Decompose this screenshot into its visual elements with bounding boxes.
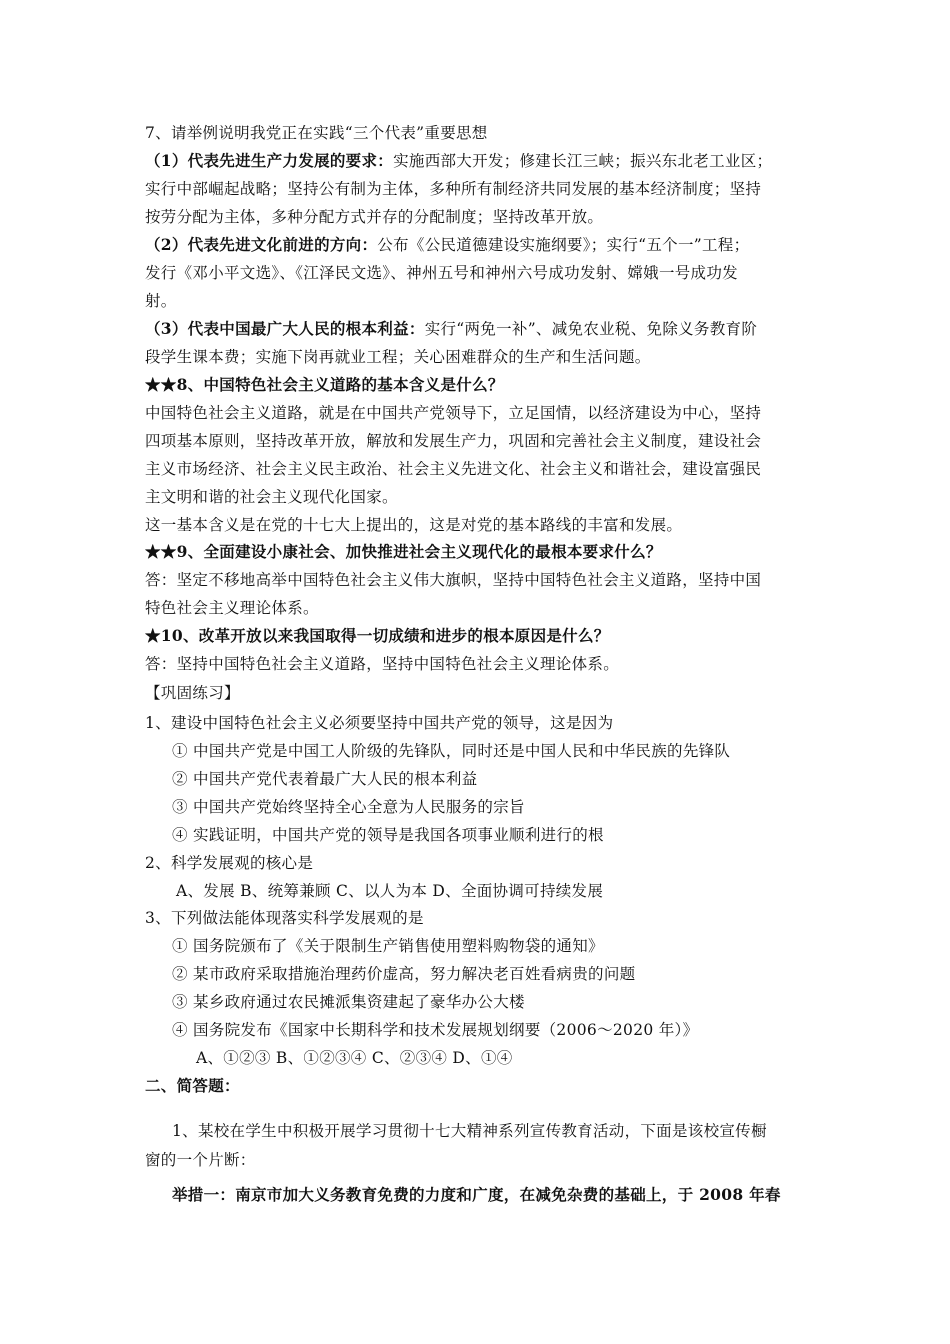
exercise-1-stem: 1、建设中国特色社会主义必须要坚持中国共产党的领导，这是因为 [145, 714, 614, 732]
q7-point-2-line-3: 射。 [145, 292, 177, 310]
short-answer-1-line-2: 窗的一个片断： [145, 1151, 256, 1169]
exercise-3-option-1: ① 国务院颁布了《关于限制生产销售使用塑料购物袋的通知》 [172, 937, 604, 955]
q7-point-1-label: （1）代表先进生产力发展的要求： [145, 151, 394, 170]
q8-line-5: 这一基本含义是在党的十七大上提出的，这是对党的基本路线的丰富和发展。 [145, 516, 683, 534]
q7-point-3-label: （3）代表中国最广大人民的根本利益： [145, 319, 425, 338]
exercise-1-option-3: ③ 中国共产党始终坚持全心全意为人民服务的宗旨 [172, 798, 525, 816]
q8-line-2: 四项基本原则，坚持改革开放，解放和发展生产力，巩固和完善社会主义制度，建设社会 [145, 432, 762, 450]
practice-heading: 【巩固练习】 [145, 684, 240, 702]
section-2-heading: 二、简答题： [145, 1076, 240, 1095]
q8-title: ★★8、中国特色社会主义道路的基本含义是什么？ [145, 375, 504, 394]
q7-point-3-text: 实行“两免一补”、减免农业税、免除义务教育阶 [424, 320, 758, 338]
measure-1-line: 举措一：南京市加大义务教育免费的力度和广度，在减免杂费的基础上，于 2008 年春 [172, 1185, 781, 1204]
q9-answer-line-1: 答：坚定不移地高举中国特色社会主义伟大旗帜，坚持中国特色社会主义道路，坚持中国 [145, 571, 762, 589]
q7-point-2-line-1 [145, 235, 749, 255]
q7-point-3-line-2: 段学生课本费；实施下岗再就业工程；关心困难群众的生产和生活问题。 [145, 348, 651, 366]
exercise-3-stem: 3、下列做法能体现落实科学发展观的是 [145, 909, 424, 927]
q7-point-3-line-1 [145, 319, 757, 339]
q7-point-1-line-2: 实行中部崛起战略；坚持公有制为主体，多种所有制经济共同发展的基本经济制度；坚持 [145, 180, 762, 198]
exercise-3-option-4: ④ 国务院发布《国家中长期科学和技术发展规划纲要（2006～2020 年）》 [172, 1021, 699, 1039]
q7-point-1-text: 实施西部大开发；修建长江三峡；振兴东北老工业区； [393, 152, 773, 170]
exercise-1-option-1: ① 中国共产党是中国工人阶级的先锋队，同时还是中国人民和中华民族的先锋队 [172, 742, 731, 760]
q8-line-3: 主义市场经济、社会主义民主政治、社会主义先进文化、社会主义和谐社会，建设富强民 [145, 460, 762, 478]
short-answer-1-line-1: 1、某校在学生中积极开展学习贯彻十七大精神系列宣传教育活动，下面是该校宣传橱 [172, 1122, 767, 1140]
q7-point-2-line-2: 发行《邓小平文选》、《江泽民文选》、神州五号和神州六号成功发射、嫦娥一号成功发 [145, 264, 738, 282]
q9-answer-line-2: 特色社会主义理论体系。 [145, 599, 319, 617]
q7-point-2-text: 公布《公民道德建设实施纲要》；实行“五个一”工程； [377, 236, 750, 254]
q7-title: 7、请举例说明我党正在实践“三个代表”重要思想 [145, 124, 488, 142]
exercise-1-option-2: ② 中国共产党代表着最广大人民的根本利益 [172, 770, 478, 788]
q7-point-1-line-3: 按劳分配为主体，多种分配方式并存的分配制度；坚持改革开放。 [145, 208, 604, 226]
q7-point-2-label: （2）代表先进文化前进的方向： [145, 235, 378, 254]
q10-title: ★10、改革开放以来我国取得一切成绩和进步的根本原因是什么？ [145, 626, 610, 645]
q7-point-1-line-1 [145, 151, 772, 171]
q9-title: ★★9、全面建设小康社会、加快推进社会主义现代化的最根本要求什么？ [145, 542, 662, 561]
exercise-3-choices: A、①②③ B、①②③④ C、②③④ D、①④ [196, 1049, 513, 1067]
q8-line-1: 中国特色社会主义道路，就是在中国共产党领导下，立足国情，以经济建设为中心，坚持 [145, 404, 762, 422]
exercise-3-option-3: ③ 某乡政府通过农民摊派集资建起了豪华办公大楼 [172, 993, 525, 1011]
q10-answer: 答：坚持中国特色社会主义道路，坚持中国特色社会主义理论体系。 [145, 655, 620, 673]
exercise-1-option-4: ④ 实践证明，中国共产党的领导是我国各项事业顺利进行的根 [172, 826, 604, 844]
exercise-2-stem: 2、科学发展观的核心是 [145, 854, 314, 872]
exercise-3-option-2: ② 某市政府采取措施治理药价虚高，努力解决老百姓看病贵的问题 [172, 965, 636, 983]
q8-line-4: 主文明和谐的社会主义现代化国家。 [145, 488, 398, 506]
exercise-2-choices: A、发展 B、统筹兼顾 C、以人为本 D、全面协调可持续发展 [176, 882, 604, 900]
